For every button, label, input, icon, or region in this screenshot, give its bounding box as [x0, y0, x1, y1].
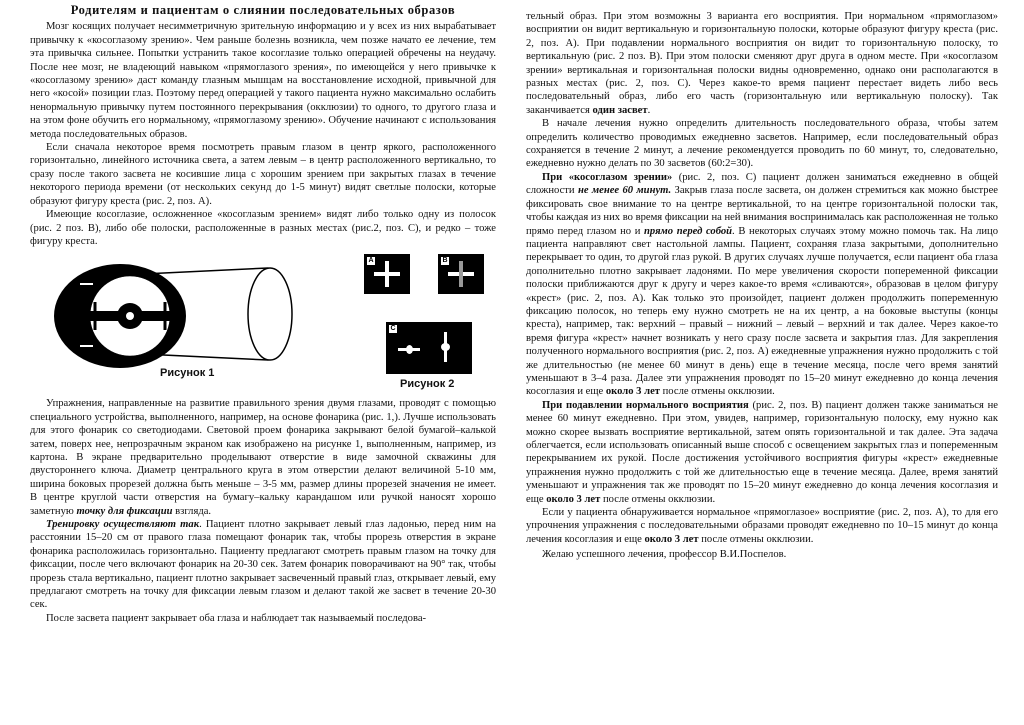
- one-flash-emphasis: один засвет: [592, 104, 648, 116]
- figures-row: [30, 250, 496, 396]
- figure-2-caption: Рисунок 2: [400, 378, 455, 391]
- paragraph-device: Упражнения, направленные на развитие правильного зрения двумя глазами, проводят с помощью специального устройства, выполненного, например, на основе фонарика (рис. 1,). Лучше использовать для этого фонарик со светодиодами. Световой проем фонарика закрывают белой бумагой–калькой затем, поверх нее, непрозрачным экраном как изображено на рисунке 1, выполненным, например, из картона. В экране предварительно проделывают отверстие в виде замочной скважины для двустороннего ключа. Диаметр центрального круга в этом отверстии делают величиной 5-10 мм, ширина боковых прорезей должна быть меньше – 3-5 мм, размер длины прорезей значения не имеет. В центре круглой части отверстия на бумагу–кальку карандашом или ручкой наносят хорошо заметную точку для фиксации взгляда.: [30, 398, 496, 517]
- paragraph-perception-variants: тельный образ. При этом возможны 3 варианта его восприятия. При нормальном «прямоглазом» восприятии он видит вертикальную и горизонтальную полоски, которые образуют фигуру креста (рис. 2, поз. А). При подавлении нормального восприятия он видит то горизонтальную полоску, то вертикальную (рис. 2 поз. В). При этом полоски сменяют друг друга в одном месте. При «косоглазом зрении» вертикальная и горизонтальная полоски видны одновременно, однако они располагаются в разных местах (рис. 2, поз. С). Через какое-то время пациент перестает видеть либо весь последовательный образ, либо его часть (горизонтальную или вертикальную полоску). Так заканчивается один засвет.: [526, 11, 998, 116]
- paragraph-intro: Мозг косящих получает несимметричную зрительную информацию и у всех из них вырабатывает привычку к «косоглазому зрению». Чем раньше болезнь возникла, чем позже начато ее лечение, тем эта привычка сильнее. Попытки устранить такое косоглазие только операцией обречены на неудачу. После нее мозг, не владеющий навыком «прямоглазого зрения», по имеющейся у него привычке к «косоглазому зрению» даст команду глазным мышцам на восстановление исходной, привычной для него «косой» позиции глаз. Поэтому перед операцией у такого пациента нужно максимально ослабить ненормальную привычку путем постоянного перекрывания (окклюзии) то одного, то другого глаза и на этом фоне обучить его нормальному, «прямоглазому зрению». Обучение начинают с использования метода последовательных образов.: [30, 21, 496, 140]
- paragraph-normal-vision: Если сначала некоторое время посмотреть правым глазом в центр яркого, расположенного горизонтально, линейного источника света, а затем левым – в центр расположенного вертикально, то сразу после такого засвета не косившие лица с хорошим зрением при закрытых глазах в течение некоторого периода времени (от нескольких секунд до 1-5 минут) видят светлые полоски, которые образуют фигуру креста (рис. 2, поз. А).: [30, 142, 496, 207]
- variant-c-separated: [386, 322, 472, 374]
- fixation-point-emphasis: точку для фиксации: [76, 505, 173, 517]
- variant-a-tag: А: [368, 257, 374, 265]
- left-column: [30, 4, 496, 625]
- paragraph-afterimage-start: После засвета пациент закрывает оба глаза и наблюдает так называемый последова-: [46, 612, 427, 624]
- paragraph-normal-training: Если у пациента обнаруживается нормальное «прямоглазое» восприятие (рис. 2, поз. А), то для его упрочнения упражнения с последовательными образами проводят ежедневно по 10–15 минут до конца лечения косоглазия и еще около 3 лет после отмены окклюзии.: [526, 507, 998, 545]
- variant-b-alternating: [438, 254, 484, 294]
- variant-a-cross: [364, 254, 410, 294]
- right-column: [526, 10, 998, 562]
- article-title: Родителям и пациентам о слиянии последовательных образов: [70, 3, 456, 17]
- afterimage-variants-figure: [330, 250, 496, 390]
- paragraph-training: Тренировку осуществляют так. Пациент плотно закрывает левый глаз ладонью, перед ним на расстоянии 15–20 см от правого глаза помещают фонарик так, чтобы прорезь отверстия в экране фонарика расположилась горизонтально. Пациенту предлагают смотреть правым глазом на точку для фиксации, после чего включают фонарик на 20-30 сек. Затем фонарик поворачивают на 90° так, чтобы прорезь стала вертикально, пациент плотно закрывает засвеченный правый глаз, открывает левый, ему предлагают смотреть на точку для фиксации левым глазом и делают такой же засвет в течение 20-30 сек.: [30, 518, 497, 611]
- paragraph-strabismus-vision: Имеющие косоглазие, осложненное «косоглазым зрением» видят либо только одну из полосок (рис. 2 поз. В), либо обе полоски, расположенные в разных местах (рис.2, поз. С), и редко – тоже фигуру креста.: [30, 209, 496, 247]
- paragraph-suppression-training: При подавлении нормального восприятия (рис. 2, поз. В) пациент должен также заниматься не менее 60 минут ежедневно. При этом, увидев, например, горизонтальную полоску, ему нужно как можно скорее вызвать восприятие вертикальной, затем опять горизонтальной и так далее. Эта задача облегчается, если использовать описанный выше способ с освещением закрытых глаз и попеременным перекрыванием их рукой. После достижения устойчивого восприятия фигуры «крест» ежедневные упражнения нужно продолжить с той же длительностью еще в течение месяца. Далее, время занятий уменьшают и упражнения так же проводят по 15–20 минут ежедневно до конца лечения косоглазия и еще около 3 лет после отмены окклюзии.: [526, 399, 998, 505]
- variant-b-tag: В: [442, 257, 448, 265]
- paragraph-strabismic-training: При «косоглазом зрении» (рис. 2, поз. С) пациент должен заниматься ежедневно в общей сложности не менее 60 минут. Закрыв глаза после засвета, он должен стремиться как можно быстрее фиксировать свое внимание то на центре вертикальной, то на центре горизонтальной полоски так, чтобы каждая из них во время фиксации на ней внимания воспринималась как расположенная не только прямо перед глазом но и прямо перед собой. В некоторых случаях этому можно помочь так. На лицо пациента направляют свет настольной лампы. Пациент, сохраняя глаза закрытыми, дополнительно перекрывает то один, то другой глаз рукой. В других случаях лучше получается, если пациент оба глаза дополнительно плотно закрывает ладонями. По мере увеличения скорости попеременной фиксации полоски приближаются друг к другу и через какое-то время «сливаются», образовав в целом фигуру «крест» (рис. 2, поз. А). Как только это произойдет, пациент должен продолжить попеременную фиксацию полосок, но теперь ему нужно смотреть не на их центр, а на боковые выступы (концы креста), например, так: верхний – правый – нижний – левый – верхний и так далее. Через какое-то время фигура «крест» начнет возникать у него сразу после засвета и закрытия глаз. Для закрепления полученного нормального восприятия (рис. 2, поз. А) ежедневные упражнения нужно продолжить с той же длительностью (не менее 60 минут в день) еще в течение месяца, после чего время занятий уменьшают в 3–4 раза. Далее эти упражнения проводят по 15–20 минут ежедневно до конца лечения косоглазия и еще около 3 лет после отмены окклюзии.: [526, 171, 998, 398]
- training-emphasis: Тренировку осуществляют так: [46, 518, 200, 530]
- paragraph-duration: В начале лечения нужно определить длительность последовательного образа, чтобы затем определить количество проводимых ежедневно засветов. Например, если последовательный образ сохраняется в течение 2 минут, а лечение рекомендуется проводить по 60 минут, то, следовательно, ежедневно нужно делать по 30 засветов (60:2=30).: [526, 118, 998, 170]
- figure-1-caption: Рисунок 1: [160, 367, 215, 380]
- variant-c-tag: С: [390, 325, 396, 333]
- flashlight-device-figure: [38, 254, 318, 374]
- signature: Желаю успешного лечения, профессор В.И.Поспелов.: [542, 549, 787, 561]
